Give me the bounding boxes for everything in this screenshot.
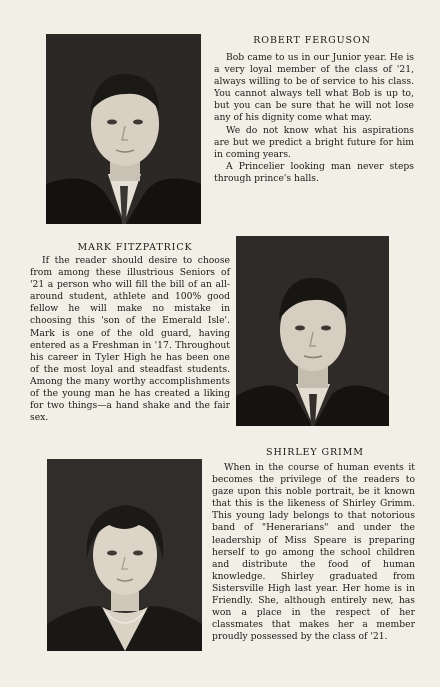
bio-paragraph: Bob came to us in our Junior year. He is a very loyal member of the class of '21, always willing to be of service to his class. You cannot always tell what Bob is up to, but you can be sure that he will not lose any of his dignity come what may. (214, 52, 414, 124)
robert-ferguson-bio (214, 52, 414, 185)
bio-paragraph: When in the course of human events it becomes the privilege of the readers to gaze upon this noble portrait, be it known that this is the likeness of Shirley Grimm. This young lady belongs to that notorious band of "Henerarians" and under the leadership of Miss Speare is preparing herself to go among the school children and distribute the food of human knowledge. Shirley graduated from Sistersville High last year. Her home is in Friendly. She, although entirely new, has won a place in the respect of her classmates that makes her a member proudly possessed by the class of '21. (212, 462, 415, 643)
robert-ferguson-portrait (46, 34, 201, 224)
shirley-grimm-name: SHIRLEY GRIMM (266, 447, 364, 458)
mark-fitzpatrick-bio (30, 255, 230, 424)
mark-fitzpatrick-name: MARK FITZPATRICK (77, 242, 193, 253)
robert-ferguson-name: ROBERT FERGUSON (253, 35, 371, 46)
bio-paragraph: We do not know what his aspirations are but we predict a bright future for him in coming years. (214, 124, 414, 160)
shirley-grimm-bio (212, 462, 415, 643)
shirley-grimm-portrait (47, 459, 202, 651)
bio-paragraph: If the reader should desire to choose from among these illustrious Seniors of '21 a person who will fill the bill of an all-around student, athlete and 100% good fellow he will make no mistake in choosing this 'son of the Emerald Isle'. Mark is one of the old guard, having entered as a Freshman in '17. Throughout his career in Tyler High he has been one of the most loyal and steadfast students. Among the many worthy accomplishments of the young man he has created a liking for two things—a hand shake and the fair sex. (30, 255, 230, 424)
bio-paragraph: A Princelier looking man never steps through prince's halls. (214, 160, 414, 184)
mark-fitzpatrick-portrait (236, 236, 389, 426)
